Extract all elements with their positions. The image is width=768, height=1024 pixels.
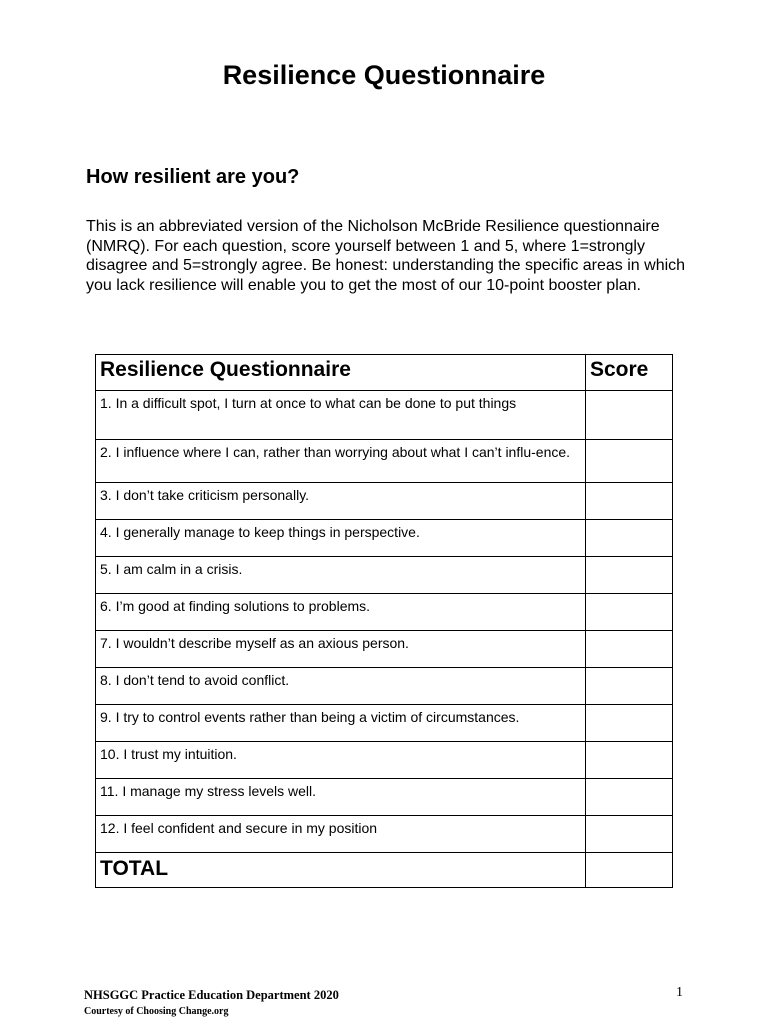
question-text: 2. I influence where I can, rather than worrying about what I can’t influ-ence. xyxy=(96,440,586,483)
table-row xyxy=(96,779,673,816)
score-cell[interactable] xyxy=(586,631,673,668)
total-row xyxy=(96,853,673,888)
question-text: 1. In a difficult spot, I turn at once to what can be done to put things xyxy=(96,391,586,440)
header-score: Score xyxy=(586,355,673,391)
table-header-row xyxy=(96,355,673,391)
total-score-cell[interactable] xyxy=(586,853,673,888)
question-text: 6. I’m good at finding solutions to problems. xyxy=(96,594,586,631)
score-cell[interactable] xyxy=(586,594,673,631)
questionnaire-table xyxy=(95,354,673,888)
question-text: 4. I generally manage to keep things in perspective. xyxy=(96,520,586,557)
table-row xyxy=(96,557,673,594)
footer-courtesy: Courtesy of Choosing Change.org xyxy=(84,1006,229,1017)
table-row xyxy=(96,440,673,483)
footer-department: NHSGGC Practice Education Department 2020 xyxy=(84,988,339,1002)
question-text: 7. I wouldn’t describe myself as an axious person. xyxy=(96,631,586,668)
page-title: Resilience Questionnaire xyxy=(222,60,546,90)
header-question: Resilience Questionnaire xyxy=(96,355,586,391)
footer xyxy=(84,988,339,1017)
table-row xyxy=(96,391,673,440)
score-cell[interactable] xyxy=(586,557,673,594)
table-row xyxy=(96,705,673,742)
table-row xyxy=(96,631,673,668)
score-cell[interactable] xyxy=(586,440,673,483)
table-row xyxy=(96,668,673,705)
question-text: 11. I manage my stress levels well. xyxy=(96,779,586,816)
table-row xyxy=(96,520,673,557)
score-cell[interactable] xyxy=(586,816,673,853)
table-row xyxy=(96,742,673,779)
table-row xyxy=(96,483,673,520)
score-cell[interactable] xyxy=(586,520,673,557)
score-cell[interactable] xyxy=(586,391,673,440)
question-text: 3. I don’t take criticism personally. xyxy=(96,483,586,520)
total-label: TOTAL xyxy=(96,853,586,888)
table-row xyxy=(96,816,673,853)
score-cell[interactable] xyxy=(586,483,673,520)
intro-paragraph: This is an abbreviated version of the Nicholson McBride Resilience questionnaire (NMRQ). For each question, score yourself between 1 and 5, where 1=strongly disagree and 5=strongly agree. Be honest: understanding the specific areas in which you lack resilience will enable you to get the most of our 10-point booster plan. xyxy=(86,218,686,294)
question-text: 12. I feel confident and secure in my position xyxy=(96,816,586,853)
question-text: 10. I trust my intuition. xyxy=(96,742,586,779)
question-text: 9. I try to control events rather than being a victim of circumstances. xyxy=(96,705,586,742)
table-row xyxy=(96,594,673,631)
section-heading: How resilient are you? xyxy=(86,166,300,188)
question-text: 5. I am calm in a crisis. xyxy=(96,557,586,594)
score-cell[interactable] xyxy=(586,742,673,779)
score-cell[interactable] xyxy=(586,779,673,816)
question-text: 8. I don’t tend to avoid conflict. xyxy=(96,668,586,705)
score-cell[interactable] xyxy=(586,705,673,742)
page-number: 1 xyxy=(676,985,683,1000)
score-cell[interactable] xyxy=(586,668,673,705)
